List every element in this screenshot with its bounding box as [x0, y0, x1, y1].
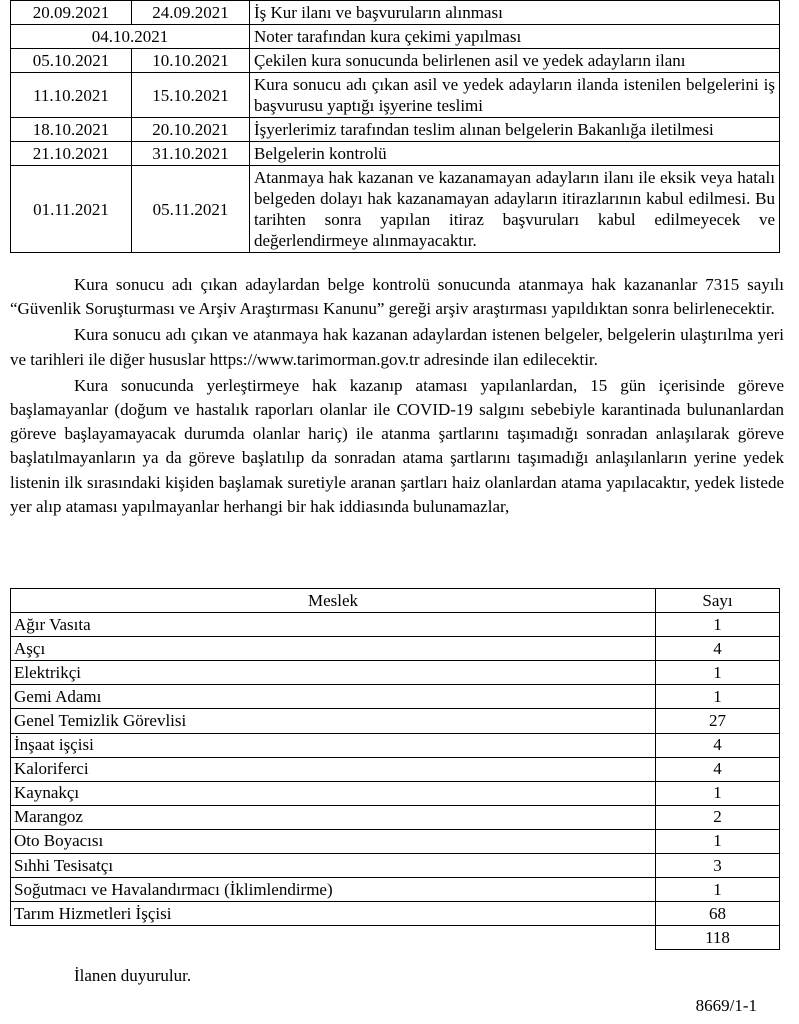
profession-name: İnşaat işçisi	[11, 733, 656, 757]
profession-count: 1	[656, 829, 780, 853]
step-description: Çekilen kura sonucunda belirlenen asil ve yedek adayların ilanı	[250, 49, 780, 73]
schedule-row	[11, 142, 780, 166]
profession-count: 1	[656, 661, 780, 685]
profession-name: Elektrikçi	[11, 661, 656, 685]
step-description: İş Kur ilanı ve başvuruların alınması	[250, 1, 780, 25]
profession-count: 1	[656, 685, 780, 709]
paragraph-documents: Kura sonucu adı çıkan ve atanmaya hak kazanan adaylardan istenen belgeler, belgelerin ulaştırılma yeri ve tarihleri ile diğer hususlar https://www.tarimorman.gov.tr adresinde ilan edilecektir.	[10, 325, 784, 369]
table-row	[11, 637, 780, 661]
profession-body	[11, 613, 780, 950]
profession-name: Gemi Adamı	[11, 685, 656, 709]
single-date: 04.10.2021	[11, 25, 250, 49]
step-description: Belgelerin kontrolü	[250, 142, 780, 166]
profession-table	[10, 588, 780, 950]
start-date: 11.10.2021	[11, 73, 132, 118]
table-row	[11, 829, 780, 853]
table-row	[11, 854, 780, 878]
step-description: Atanmaya hak kazanan ve kazanamayan adayların ilanı ile eksik veya hatalı belgeden dolayı hak kazanamayan adayların itirazlarının kabul edilmesi. Bu tarihten sonra yapılan itiraz başvuruları kabul edilmeyecek ve değerlendirmeye alınmayacaktır.	[250, 166, 780, 253]
schedule-row	[11, 166, 780, 253]
schedule-row	[11, 49, 780, 73]
profession-count: 4	[656, 637, 780, 661]
start-date: 20.09.2021	[11, 1, 132, 25]
profession-name: Tarım Hizmetleri İşçisi	[11, 902, 656, 926]
table-row	[11, 902, 780, 926]
end-date: 10.10.2021	[132, 49, 250, 73]
step-description: Noter tarafından kura çekimi yapılması	[250, 25, 780, 49]
profession-count: 4	[656, 757, 780, 781]
profession-count: 4	[656, 733, 780, 757]
paragraph-archive-research: Kura sonucu adı çıkan adaylardan belge kontrolü sonucunda atanmaya hak kazananlar 7315 sayılı “Güvenlik Soruşturması ve Arşiv Araştırması Kanunu” gereği arşiv araştırması yapıldıktan sonra belirlenecektir.	[10, 275, 784, 319]
total-spacer	[11, 926, 656, 950]
profession-name: Oto Boyacısı	[11, 829, 656, 853]
count-column-header: Sayı	[656, 589, 780, 613]
schedule-row	[11, 1, 780, 25]
schedule-body	[11, 1, 780, 253]
profession-name: Aşçı	[11, 637, 656, 661]
profession-count: 2	[656, 805, 780, 829]
profession-column-header: Meslek	[11, 589, 656, 613]
end-date: 31.10.2021	[132, 142, 250, 166]
schedule-row	[11, 25, 780, 49]
table-row	[11, 613, 780, 637]
end-date: 05.11.2021	[132, 166, 250, 253]
profession-count: 68	[656, 902, 780, 926]
end-date: 15.10.2021	[132, 73, 250, 118]
end-date: 24.09.2021	[132, 1, 250, 25]
profession-name: Sıhhi Tesisatçı	[11, 854, 656, 878]
profession-name: Soğutmacı ve Havalandırmacı (İklimlendirme)	[11, 878, 656, 902]
start-date: 21.10.2021	[11, 142, 132, 166]
start-date: 18.10.2021	[11, 118, 132, 142]
profession-name: Genel Temizlik Görevlisi	[11, 709, 656, 733]
table-row	[11, 709, 780, 733]
step-description: İşyerlerimiz tarafından teslim alınan belgelerin Bakanlığa iletilmesi	[250, 118, 780, 142]
schedule-row	[11, 118, 780, 142]
total-row	[11, 926, 780, 950]
table-row	[11, 661, 780, 685]
profession-count: 27	[656, 709, 780, 733]
paragraph-appointment-terms: Kura sonucunda yerleştirmeye hak kazanıp ataması yapılanlardan, 15 gün içerisinde göreve başlamayanlar (doğum ve hastalık raporları olanlar ile COVID-19 salgını sebebiyle karantinada bulunanlardan göreve başlayamayacak durumda olanlar hariç) ile atanma şartlarını taşımadığı sonradan anlaşılarak göreve başlatılmayanların ya da göreve başlatılıp da sonradan atama şartlarını taşımadığı anlaşılanların yerine yedek listenin ilk sırasındaki kişiden başlamak suretiyle aranan şartları haiz olanlardan atama yapılacaktır, yedek listede yer alıp ataması yapılmayanlar herhangi bir hak iddiasında bulunamazlar,	[10, 375, 784, 516]
table-row	[11, 757, 780, 781]
profession-name: Marangoz	[11, 805, 656, 829]
document-reference: 8669/1-1	[695, 996, 757, 1015]
profession-name: Kaloriferci	[11, 757, 656, 781]
profession-count: 1	[656, 878, 780, 902]
profession-header-row	[11, 589, 780, 613]
body-text	[10, 273, 784, 521]
table-row	[11, 805, 780, 829]
schedule-table	[10, 0, 780, 253]
schedule-row	[11, 73, 780, 118]
profession-count: 1	[656, 613, 780, 637]
closing-line: İlanen duyurulur.	[74, 966, 192, 985]
total-count: 118	[656, 926, 780, 950]
step-description: Kura sonucu adı çıkan asil ve yedek adayların ilanda istenilen belgelerini iş başvurusu yaptığı işyerine teslimi	[250, 73, 780, 118]
table-row	[11, 685, 780, 709]
start-date: 01.11.2021	[11, 166, 132, 253]
profession-count: 3	[656, 854, 780, 878]
profession-count: 1	[656, 781, 780, 805]
table-row	[11, 781, 780, 805]
end-date: 20.10.2021	[132, 118, 250, 142]
table-row	[11, 878, 780, 902]
profession-name: Kaynakçı	[11, 781, 656, 805]
table-row	[11, 733, 780, 757]
profession-name: Ağır Vasıta	[11, 613, 656, 637]
start-date: 05.10.2021	[11, 49, 132, 73]
